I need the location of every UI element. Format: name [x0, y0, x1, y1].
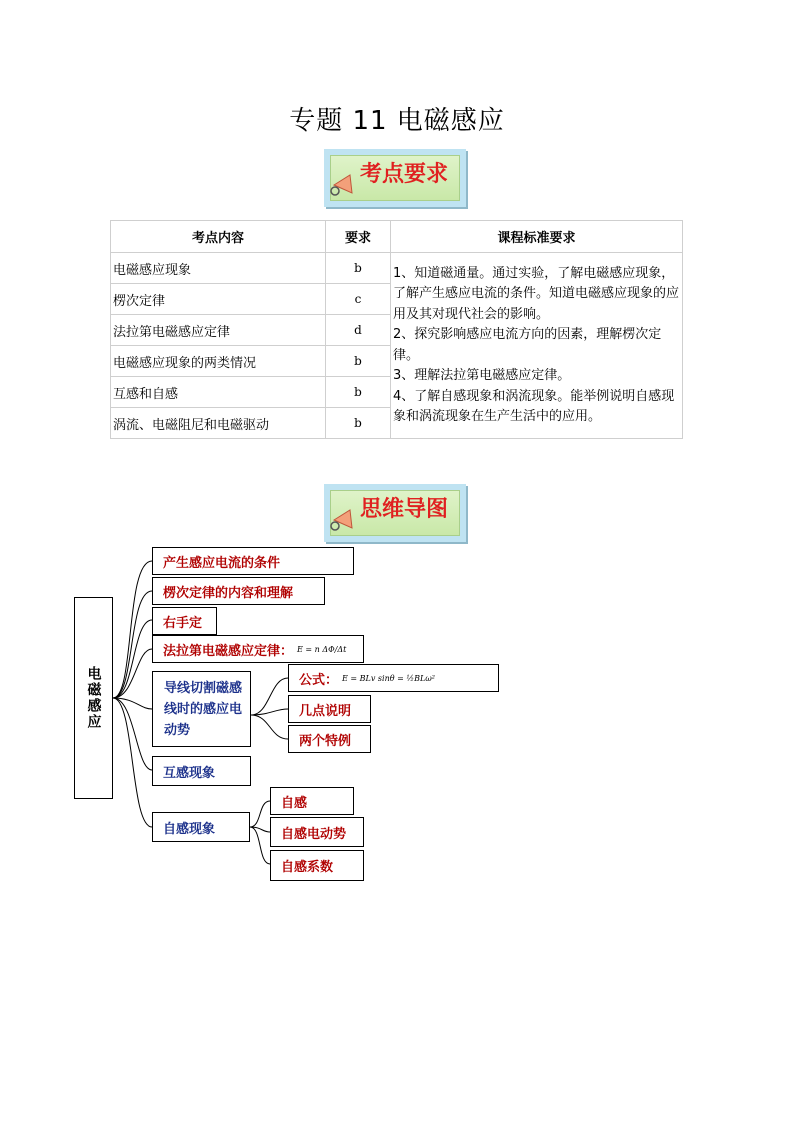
node-self-induction	[152, 812, 250, 842]
level-cell: b	[326, 253, 391, 284]
topic-cell: 电磁感应现象	[111, 253, 326, 284]
topic-cell: 涡流、电磁阻尼和电磁驱动	[111, 408, 326, 439]
topic-cell: 互感和自感	[111, 377, 326, 408]
node-self-induced-emf	[270, 817, 364, 847]
standard-item: 1、知道磁通量。通过实验，了解电磁感应现象，了解产生感应电流的条件。知道电磁感应现象的应用及其对现代社会的影响。	[393, 265, 680, 322]
node-induced-current-conditions	[152, 547, 354, 575]
node-label: 产生感应电流的条件	[163, 555, 281, 571]
topic-cell: 电磁感应现象的两类情况	[111, 346, 326, 377]
motional-emf-formula: E = BLv sinθ = ½BLω²	[342, 673, 435, 683]
standard-item: 2、探究影响感应电流方向的因素，理解楞次定律。	[393, 327, 662, 363]
table-header: 要求	[326, 221, 391, 253]
node-mutual-induction	[152, 756, 251, 786]
faraday-formula: E = n ΔΦ/Δt	[297, 644, 347, 654]
node-faraday-law	[152, 635, 364, 663]
standard-item: 3、理解法拉第电磁感应定律。	[393, 368, 571, 383]
node-label: 互感现象	[163, 765, 216, 781]
topic-cell: 法拉第电磁感应定律	[111, 315, 326, 346]
node-motional-emf	[152, 671, 251, 747]
node-inductance-coefficient	[270, 850, 364, 881]
node-label: 导线切割磁感线时的感应电动势	[164, 680, 243, 738]
page-title: 专题 11 电磁感应	[289, 106, 505, 136]
section-badge-label: 考点要求	[360, 162, 449, 187]
node-label: 自感现象	[163, 821, 216, 837]
node-self-inductance	[270, 787, 354, 815]
table-header: 课程标准要求	[391, 221, 683, 253]
node-label: 自感	[281, 795, 308, 811]
node-label: 右手定	[163, 615, 203, 631]
node-label: 自感电动势	[281, 826, 347, 842]
node-special-cases	[288, 725, 371, 753]
section-badge-label: 思维导图	[360, 497, 449, 522]
table-header: 考点内容	[111, 221, 326, 253]
mindmap-root: 电磁感应	[74, 597, 113, 799]
node-label: 法拉第电磁感应定律：	[163, 643, 294, 659]
level-cell: c	[326, 284, 391, 315]
level-cell: d	[326, 315, 391, 346]
node-label: 楞次定律的内容和理解	[163, 585, 294, 601]
standard-item: 4、了解自感现象和涡流现象。能举例说明自感现象和涡流现象在生产生活中的应用。	[393, 388, 675, 424]
node-right-hand-rule	[152, 607, 217, 635]
level-cell: b	[326, 346, 391, 377]
node-formula	[288, 664, 499, 692]
level-cell: b	[326, 408, 391, 439]
node-label: 两个特例	[299, 733, 352, 749]
node-label: 自感系数	[281, 860, 334, 875]
node-notes	[288, 695, 371, 723]
node-lenz-law	[152, 577, 325, 605]
node-label: 公式：	[299, 672, 339, 688]
node-label: 几点说明	[299, 703, 352, 719]
topic-cell: 楞次定律	[111, 284, 326, 315]
level-cell: b	[326, 377, 391, 408]
